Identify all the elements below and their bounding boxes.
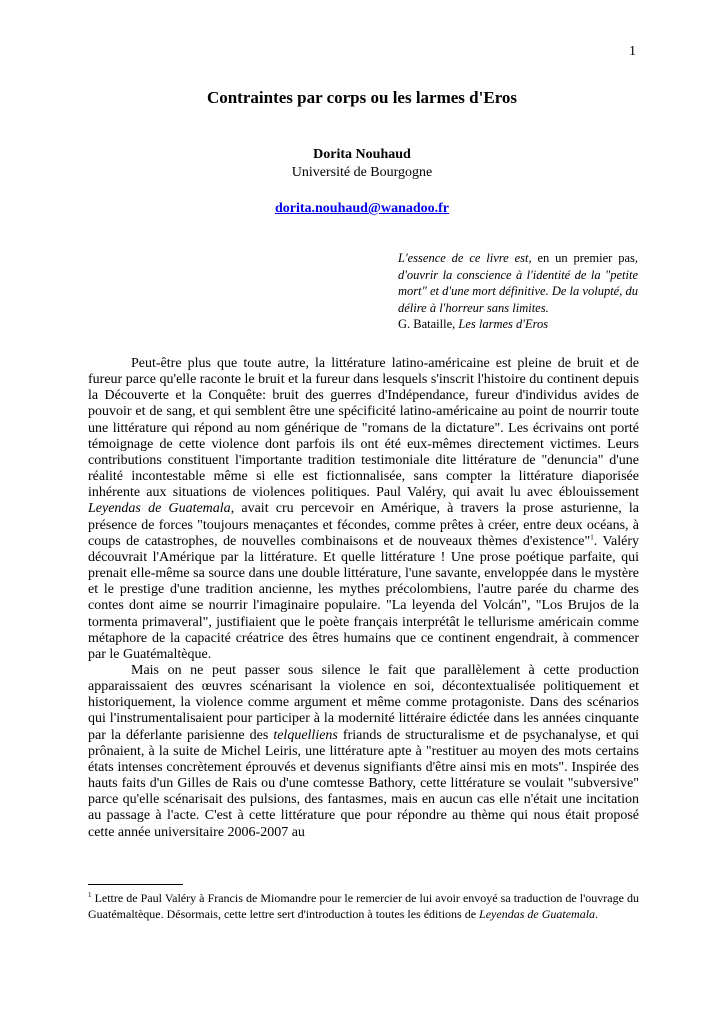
footnote-reference[interactable]: 1 — [590, 533, 594, 542]
paragraph-1-text-b: , avait cru percevoir en Amérique, à travers la prose asturienne, la présence de forces "toujours menaçantes et fécondes, comme prêtes à créer, entre deux océans, à coups de catastrophes, de nouvelles combinaisons et de nouveaux thèmes d'existence" — [88, 501, 639, 549]
footnote — [88, 890, 639, 922]
paragraph-1-text-a: Peut-être plus que toute autre, la littérature latino-américaine est pleine de bruit et de fureur parce qu'elle raconte le bruit et la fureur dans lesquels s'inscrit l'histoire du continent depuis la Découverte et la Conquête: bruit des guerres d'Indépendance, fureur d'individus avides de pouvoir et de sang, et qui semblent être une spécificité latino-américaine au point de nourrir toute une littérature qui répond au nom générique de "romans de la dictature". Les écrivains ont porté témoignage de cette violence dont parfois ils ont été eux-mêmes directement victimes. Leurs contributions constituent l'importante tradition testimoniale dite littérature de "denuncia" d'une réalité incontestable même si elle est fictionnalisée, sans compter la littérature diaporisée inhérente aux situations de violences politiques. Paul Valéry, qui avait lu avec éblouissement — [88, 356, 639, 501]
epigraph — [398, 250, 638, 333]
footnote-text-b: . — [595, 907, 599, 921]
author-email-link[interactable]: dorita.nouhaud@wanadoo.fr — [274, 201, 450, 216]
epigraph-quote-part3: , d'ouvrir la conscience à l'identité de la "petite mort" et d'une mort définitive. De la volupté, du délire à l'horreur sans limites. — [398, 251, 638, 315]
footnote-text-a: Lettre de Paul Valéry à Francis de Miomandre pour le remercier de lui avoir envoyé sa traduction de l'ouvrage du Guatémaltèque. Désormais, cette lettre sert d'introduction à toutes les éditions de — [88, 891, 639, 921]
epigraph-quote-part2: , en un premier pas — [528, 251, 635, 265]
footnote-separator — [88, 884, 183, 885]
body-text — [88, 356, 639, 841]
page-number: 1 — [629, 44, 636, 59]
paragraph-1-book-title: Leyendas de Guatemala — [88, 501, 231, 517]
epigraph-work: Les larmes d'Eros — [458, 317, 549, 331]
paragraph-2 — [88, 663, 639, 841]
paragraph-2-text-a: Mais on ne peut passer sous silence le fait que parallèlement à cette production apparaissaient des œuvres scénarisant la violence en soi, décontextualisée politiquement et historiquement, la violence comme argument et même comme protagoniste. Dans des scénarios qui l'instrumentalisaient pour participer à la modernité littéraire édictée dans les années cinquante par la déferlante parisienne des — [88, 662, 639, 743]
epigraph-quote-part1: L'essence de ce livre est — [398, 251, 529, 265]
footnote-book-title: Leyendas de Guatemala — [479, 907, 596, 921]
author-name: Dorita Nouhaud — [313, 147, 411, 162]
paragraph-2-text-b: friands de structuralisme et de psychanalyse, et qui prônaient, à la suite de Michel Leiris, une littérature apte à "restituer au moyen des mots certains états intenses concrètement éprouvés et devenus signifiants d'être ainsi mis en mots". Inspirée des hauts faits d'un Gilles de Rais ou d'une comtesse Bathory, cette littérature se voulait "subversive" parce qu'elle scénarisait des pulsions, des fantasmes, mais en aucun cas elle n'était une incitation au passage à l'acte. C'est à cette littérature que pour répondre au thème qui nous était proposé cette année universitaire 2006-2007 au — [88, 727, 640, 840]
document-title: Contraintes par corps ou les larmes d'Eros — [206, 88, 518, 107]
author-affiliation: Université de Bourgogne — [291, 165, 433, 180]
footnote-number: 1 — [88, 891, 92, 899]
author-block — [0, 146, 724, 218]
epigraph-author: G. Bataille, — [398, 317, 456, 331]
paragraph-1-text-c: . Valéry découvrait l'Amérique par la littérature. Et quelle littérature ! Une prose poétique parfaite, qui prenait elle-même sa source dans une double littérature, l'une savante, enveloppée dans le mystère et le prestige d'une tradition ancienne, les mythes précolombiens, l'autre parée du charme des contes dont aime se nourrir l'imaginaire populaire. "La leyenda del Volcán", "Los Brujos de la tormenta primaveral", justifiaient que le poète français interprétât le tellurisme américain comme métaphore de la capacité créatrice des êtres humains que ce continent engendrait, à commencer par le Guatémaltèque. — [88, 533, 639, 662]
epigraph-attribution — [398, 316, 638, 333]
paragraph-2-italic-term: telquelliens — [273, 727, 338, 743]
paragraph-1 — [88, 356, 639, 663]
